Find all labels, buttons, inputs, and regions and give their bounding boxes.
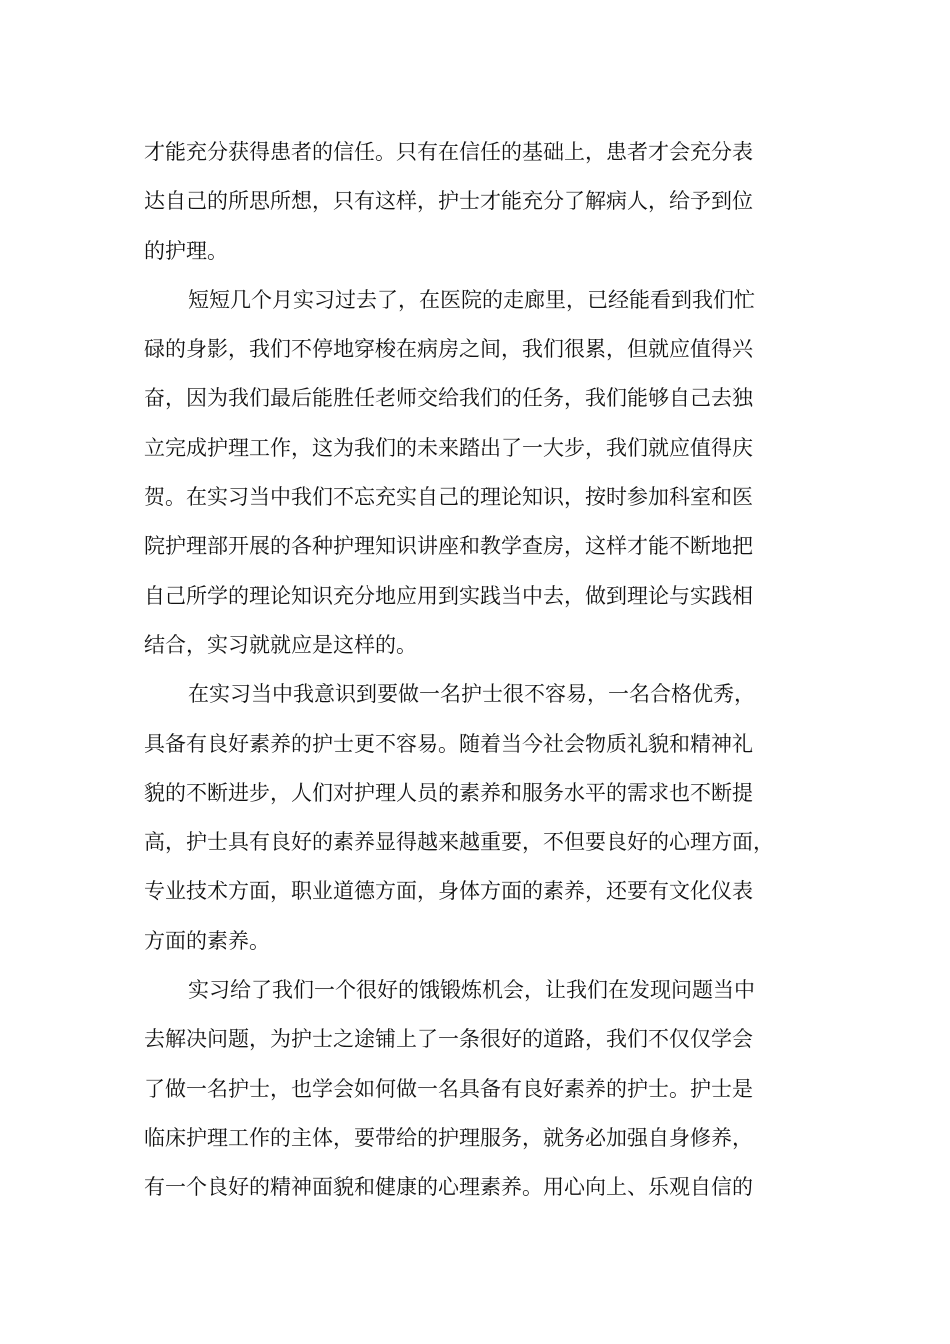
text-line: 在实习当中我意识到要做一名护士很不容易，一名合格优秀， xyxy=(188,682,755,707)
text-line: 具备有良好素养的护士更不容易。随着当今社会物质礼貌和精神礼 xyxy=(144,731,753,756)
text-line: 的护理。 xyxy=(144,238,228,263)
text-line: 碌的身影，我们不停地穿梭在病房之间，我们很累，但就应值得兴 xyxy=(144,337,753,362)
document-body xyxy=(144,128,834,1213)
text-line: 有一个良好的精神面貌和健康的心理素养。用心向上、乐观自信的 xyxy=(144,1175,753,1200)
text-line: 自己所学的理论知识充分地应用到实践当中去，做到理论与实践相 xyxy=(144,583,753,608)
text-line: 临床护理工作的主体，要带给的护理服务，就务必加强自身修养， xyxy=(144,1125,753,1150)
text-line: 实习给了我们一个很好的饿锻炼机会，让我们在发现问题当中 xyxy=(188,978,755,1003)
text-line: 立完成护理工作，这为我们的未来踏出了一大步，我们就应值得庆 xyxy=(144,435,753,460)
text-line: 方面的素养。 xyxy=(144,928,270,953)
paragraph-1 xyxy=(144,128,834,276)
text-line: 结合，实习就就应是这样的。 xyxy=(144,632,417,657)
text-line: 去解决问题，为护士之途铺上了一条很好的道路，我们不仅仅学会 xyxy=(144,1027,753,1052)
text-line: 专业技术方面，职业道德方面，身体方面的素养，还要有文化仪表 xyxy=(144,879,753,904)
paragraph-4 xyxy=(144,966,834,1212)
paragraph-3 xyxy=(144,670,834,966)
text-line: 达自己的所思所想，只有这样，护士才能充分了解病人，给予到位 xyxy=(144,189,753,214)
text-line: 贺。在实习当中我们不忘充实自己的理论知识，按时参加科室和医 xyxy=(144,485,753,510)
text-line: 短短几个月实习过去了，在医院的走廊里，已经能看到我们忙 xyxy=(188,287,755,312)
text-line: 貌的不断进步，人们对护理人员的素养和服务水平的需求也不断提 xyxy=(144,780,753,805)
text-line: 高，护士具有良好的素养显得越来越重要，不但要良好的心理方面， xyxy=(144,830,774,855)
text-line: 才能充分获得患者的信任。只有在信任的基础上，患者才会充分表 xyxy=(144,140,753,164)
text-line: 奋，因为我们最后能胜任老师交给我们的任务，我们能够自己去独 xyxy=(144,386,753,411)
paragraph-2 xyxy=(144,276,834,670)
text-line: 院护理部开展的各种护理知识讲座和教学查房，这样才能不断地把 xyxy=(144,534,753,559)
text-line: 了做一名护士，也学会如何做一名具备有良好素养的护士。护士是 xyxy=(144,1076,753,1101)
